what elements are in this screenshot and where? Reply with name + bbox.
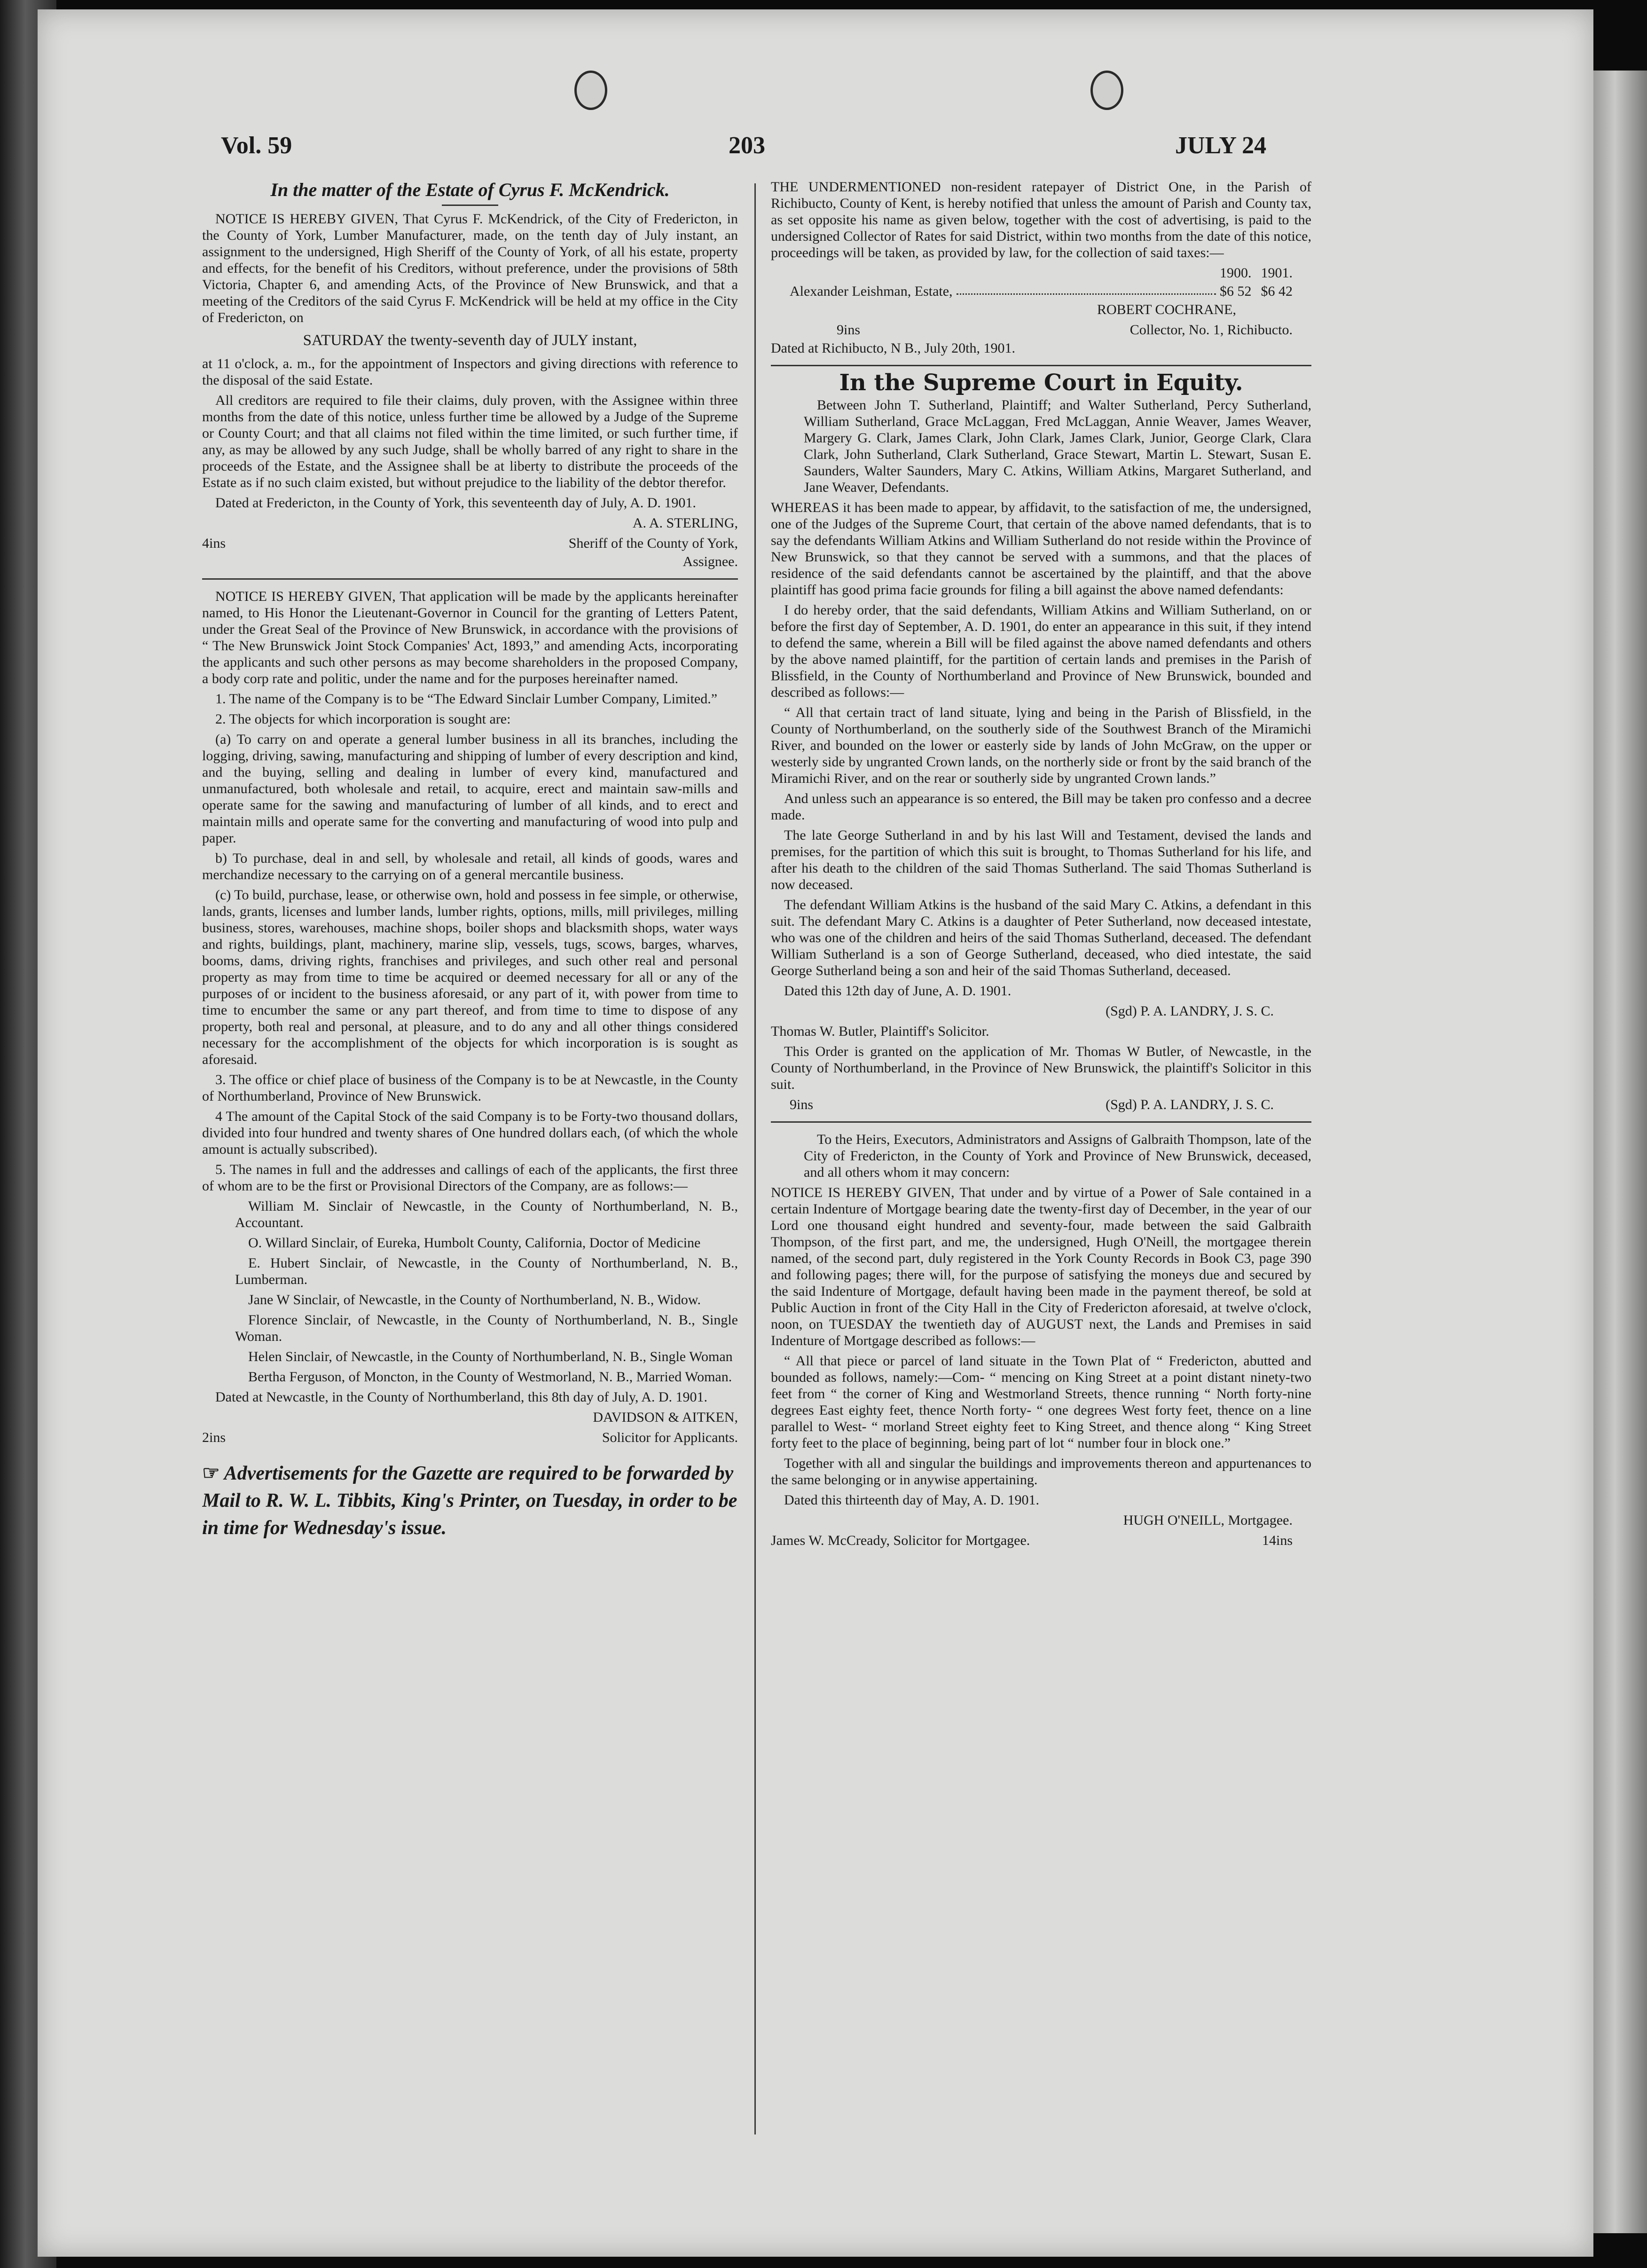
mortgage-dated: Dated this thirteenth day of May, A. D. 1901. (784, 1492, 1039, 1508)
court-signature-row (771, 1096, 1311, 1113)
company-item-a: (a) To carry on and operate a general lumber business in all its branches, including the logging, driving, sawing, manufacturing and shipping of lumber of every description and kind, and the buying, selling and dealing in lumber of every kind, manufactured and unmanufactured, both wholesale and retail, to acquire, erect and maintain saw-mills and operate same for the sawing and manufacturing of lumber of all kinds, and to erect and maintain mills and operate same for the converting and manufacturing of wood into pulp and paper. (202, 732, 738, 846)
advertisement-notice (202, 1460, 738, 1542)
applicant-entry: E. Hubert Sinclair, of Newcastle, in the County of Northumberland, N. B., Lumberman. (235, 1255, 738, 1287)
company-item-c: (c) To build, purchase, lease, or otherwise own, hold and possess in fee simple, or otherwise, lands, grants, licenses and lumber lands, lumber rights, options, mills, mill privileges, milling business, stores, warehouses, machine shops, boiler shops and blacksmith shops, water ways and rights, buildings, plant, machinery, marine slip, vessels, tugs, scows, barges, wharves, booms, dams, driving rights, franchises and privileges, and such other real and personal property as may from time to time be acquired or deemed necessary for all or any of the purposes of or incident to the business aforesaid, or any part of it, with power from time to time to encumber the same or any part thereof, and from time to time to dispose of any property, both real and personal, at pleasure, and to do any and all other things considered necessary for the accomplishment of the objects for which incorporation is is sought as aforesaid. (202, 887, 738, 1067)
pointing-hand-icon: ☞ (202, 1463, 220, 1484)
court-solicitor: Thomas W. Butler, Plaintiff's Solicitor. (771, 1024, 989, 1039)
estate-purpose: at 11 o'clock, a. m., for the appointment of Inspectors and giving directions with reference to the disposal of the said Estate. (202, 356, 738, 388)
mortgage-notice-body: NOTICE IS HEREBY GIVEN, That under and by virtue of a Power of Sale contained in a certain Indenture of Mortgage bearing date the twenty-first day of December, in the year of our Lord one thousand eight hundred and seventy-four, made between the said Galbraith Thompson, of the first part, and me, the undersigned, Hugh O'Neill, the mortgagee therein named, of the second part, duly registered in the York County Records in Book C3, page 390 and following pages; there will, for the purpose of satisfying the moneys due and secured by the said Indenture of Mortgage, default having been made in the payment thereof, be sold at Public Auction in front of the City Hall in the City of Fredericton aforesaid, at twelve o'clock, noon, on TUESDAY the twentieth day of AUGUST next, the Lands and Premises in said Indenture of Mortgage described as follows:— (771, 1185, 1311, 1348)
dot-leader (957, 283, 1216, 295)
column-divider (754, 183, 756, 2134)
tax-amount-1901: $6 42 (1261, 284, 1293, 299)
right-column (771, 179, 1311, 2200)
estate-notice (202, 181, 738, 570)
company-item-3: 3. The office or chief place of business of the Company is to be at Newcastle, in the County of Northumberland, Province of New Brunswick. (202, 1072, 738, 1104)
applicant-entry: Florence Sinclair, of Newcastle, in the County of Northumberland, N. B., Single Woman. (235, 1312, 738, 1344)
page-header (165, 127, 1293, 174)
company-item-2: 2. The objects for which incorporation is sought are: (215, 711, 511, 727)
page-edge-right (1593, 71, 1647, 2233)
court-late: The late George Sutherland in and by his last Will and Testament, devised the lands and premises, for the partition of which this suit is brought, to Thomas Sutherland for his life, and after his death to the children of the said Thomas Sutherland. The said Thomas Sutherland is now deceased. (771, 827, 1311, 892)
mortgage-to: To the Heirs, Executors, Administrators and Assigns of Galbraith Thompson, late of the City of Fredericton, in the County of York and Province of New Brunswick, deceased, and all others whom it may concern: (804, 1132, 1311, 1180)
company-ins: 2ins (202, 1430, 226, 1445)
court-dated: Dated this 12th day of June, A. D. 1901. (784, 983, 1012, 999)
mortgage-signature: HUGH O'NEILL, Mortgagee. (1123, 1512, 1293, 1528)
ratepayer-signature-name: ROBERT COCHRANE, (1097, 302, 1236, 317)
ratepayer-row (771, 283, 1311, 299)
court-defendant: The defendant William Atkins is the husband of the said Mary C. Atkins, a defendant in this suit. The defendant Mary C. Atkins is a daughter of Peter Sutherland, now deceased intestate, who was one of the children and heirs of the said Thomas Sutherland, deceased. The defendant William Sutherland is a son of George Sutherland, deceased, who died intestate, the said George Sutherland being a son and heir of the said Thomas Sutherland, deceased. (771, 897, 1311, 978)
estate-dated: Dated at Fredericton, in the County of York, this seventeenth day of July, A. D. 1901. (215, 495, 696, 511)
advertisement-text: Advertisements for the Gazette are required to be forwarded by Mail to R. W. L. Tibbits, King's Printer, on Tuesday, in order to be in time for Wednesday's issue. (202, 1463, 737, 1539)
court-tract: “ All that certain tract of land situate, lying and being in the Parish of Blissfield, in the County of Northumberland, on the southerly side of the Southwest Branch of the Miramichi River, and bounded on the lower or easterly side by lands of John McGraw, on the upper or westerly side by ungranted Crown lands, on the northerly side or front by the said branch of the Miramichi River, and on the rear or southerly side by ungranted Crown lands.” (771, 705, 1311, 786)
estate-signature-name: A. A. STERLING, (632, 515, 738, 531)
short-rule (442, 205, 498, 206)
court-signed: (Sgd) P. A. LANDRY, J. S. C. (1106, 1003, 1274, 1019)
section-rule (771, 1121, 1311, 1123)
estate-claims: All creditors are required to file their claims, duly proven, with the Assignee within three months from the date of this notice, unless further time be allowed by a Judge of the Supreme or County Court; and that all claims not filed within the time limited, or such further time, if any, as may be allowed by any such Judge, shall be wholly barred of any right to share in the proceeds of the Estate, and the Assignee shall be at liberty to distribute the proceeds of the Estate as if no such claim existed, but without prejudice to the liability of the debtor therefor. (202, 393, 738, 490)
company-item-b: b) To purchase, deal in and sell, by wholesale and retail, all kinds of goods, wares and merchandize necessary to the carrying on of a general mercantile business. (202, 850, 738, 882)
section-rule (202, 578, 738, 580)
applicant-entry: William M. Sinclair of Newcastle, in the County of Northumberland, N. B., Accountant. (235, 1198, 738, 1230)
mortgage-ins: 14ins (1262, 1533, 1293, 1548)
company-dated: Dated at Newcastle, in the County of Northumberland, this 8th day of July, A. D. 1901. (215, 1389, 708, 1405)
section-rule (771, 365, 1311, 366)
company-signature-row (202, 1429, 738, 1446)
estate-body: NOTICE IS HEREBY GIVEN, That Cyrus F. McKendrick, of the City of Fredericton, in the County of York, Lumber Manufacturer, made, on the tenth day of July instant, an assignment to the undersigned, High Sheriff of the County of York, of all his estate, property and effects, for the benefit of his Creditors, without preference, under the provisions of 58th Victoria, Chapter 6, and amending Acts, of the Province of New Brunswick, and that a meeting of the Creditors of the said Cyrus F. McKendrick will be held at my office in the City of Fredericton, on (202, 211, 738, 325)
mortgage-together: Together with all and singular the buildings and improvements thereon and appurtenances to the same belonging or in anywise appertaining. (771, 1456, 1311, 1488)
court-parties: Between John T. Sutherland, Plaintiff; and Walter Sutherland, Percy Sutherland, William Sutherland, Grace McLaggan, Fred McLaggan, Annie Weaver, James Weaver, Margery G. Clark, James Clark, John Clark, James Clark, Junior, George Clark, Clara Clark, John Sutherland, Clark Sutherland, Grace Stewart, Martin L. Stewart, Susan E. Saunders, Walter Saunders, Mary C. Atkins, William Atkins, Margaret Sutherland, and Jane Weaver, Defendants. (804, 397, 1311, 495)
issue-date: JULY 24 (1175, 132, 1267, 159)
ratepayer-ins: 9ins (837, 322, 861, 338)
ratepayer-signature-title: Collector, No. 1, Richibucto. (1129, 322, 1293, 338)
tax-year-headers (771, 265, 1311, 281)
applicant-entry: Bertha Ferguson, of Moncton, in the County of Westmorland, N. B., Married Woman. (248, 1369, 732, 1385)
mortgage-solicitor-row (771, 1532, 1311, 1549)
tax-amount-1900: $6 52 (1220, 284, 1252, 299)
applicant-entry: O. Willard Sinclair, of Eureka, Humbolt County, California, Doctor of Medicine (248, 1235, 701, 1251)
punch-hole-left (574, 71, 607, 110)
company-item-5: 5. The names in full and the addresses and callings of each of the applicants, the first three of whom are to be the first or Provisional Directors of the Company, are as follows:— (202, 1162, 738, 1194)
estate-signature-role: Assignee. (682, 554, 738, 569)
volume-label: Vol. 59 (221, 132, 292, 159)
estate-signature-row (202, 535, 738, 551)
court-order: I do hereby order, that the said defendants, William Atkins and William Sutherland, on or before the first day of September, A. D. 1901, do enter an appearance in this suit, if they intend to defend the same, wherein a Bill will be filed against the above named defendants and others by the above named plaintiff, for the partition of certain lands and premises in the Parish of Blissfield, in the County of Northumberland and Province of New Brunswick, bounded and described as follows:— (771, 602, 1311, 700)
court-notice (771, 370, 1311, 1113)
company-item-4: 4 The amount of the Capital Stock of the said Company is to be Forty-two thousand dollars, divided into four hundred and twenty shares of One hundred dollars each, (of which the whole amount is actually subscribed). (202, 1109, 738, 1157)
applicant-entry: Helen Sinclair, of Newcastle, in the County of Northumberland, N. B., Single Woman (248, 1349, 733, 1364)
estate-title: In the matter of the Estate of Cyrus F. McKendrick. (270, 179, 670, 200)
company-signature-name: DAVIDSON & AITKEN, (593, 1410, 738, 1425)
company-item-1: 1. The name of the Company is to be “The Edward Sinclair Lumber Company, Limited.” (215, 691, 718, 707)
ratepayer-dated: Dated at Richibucto, N B., July 20th, 1901. (771, 340, 1015, 356)
company-notice (202, 588, 738, 1446)
court-ins: 9ins (790, 1097, 814, 1112)
estate-meeting-line: SATURDAY the twenty-seventh day of JULY instant, (303, 332, 637, 349)
company-signature-title: Solicitor for Applicants. (602, 1430, 738, 1445)
ratepayer-name: Alexander Leishman, Estate, (790, 284, 953, 299)
court-signed-2: (Sgd) P. A. LANDRY, J. S. C. (1106, 1097, 1274, 1112)
left-column (202, 179, 738, 2200)
tax-year-1900: 1900. (1220, 265, 1252, 281)
tax-year-1901: 1901. (1261, 265, 1293, 281)
estate-ins: 4ins (202, 536, 226, 551)
ratepayer-signature-row (771, 322, 1311, 338)
estate-signature-title: Sheriff of the County of York, (568, 536, 738, 551)
applicant-entry: Jane W Sinclair, of Newcastle, in the County of Northumberland, N. B., Widow. (248, 1292, 701, 1307)
punch-hole-right (1090, 71, 1123, 110)
court-unless: And unless such an appearance is so entered, the Bill may be taken pro confesso and a decree made. (771, 791, 1311, 823)
mortgage-notice (771, 1131, 1311, 1549)
page-number: 203 (729, 132, 765, 159)
ratepayer-notice (771, 179, 1311, 356)
mortgage-parcel: “ All that piece or parcel of land situate in the Town Plat of “ Fredericton, abutted and bounded as follows, namely:—Com- “ mencing on King Street at a point distant ninety-two feet from “ the corner of King and Westmorland Streets, thence running “ North forty-nine degrees East eighty feet, thence North forty- “ one degrees West forty feet, thence on a line parallel to West- “ morland Street eighty feet to King Street, and thence along “ King Street forty feet to the place of beginning, being part of lot “ number four in block one.” (771, 1353, 1311, 1451)
ratepayer-body: THE UNDERMENTIONED non-resident ratepayer of District One, in the Parish of Richibucto, County of Kent, is hereby notified that unless the amount of Parish and County tax, as set opposite his name as given below, together with the cost of advertising, is paid to the undersigned Collector of Rates for said District, within two months from the date of this notice, proceedings will be taken, as provided by law, for the collection of said taxes:— (771, 179, 1311, 260)
company-intro: NOTICE IS HEREBY GIVEN, That application will be made by the applicants hereinafter named, to His Honor the Lieutenant-Governor in Council for the granting of Letters Patent, under the Great Seal of the Province of New Brunswick, in accordance with the provisions of “ The New Brunswick Joint Stock Companies' Act, 1893,” and amending Acts, incorporating the applicants and such other persons as may become shareholders in the proposed Company, a body corp rate and politic, under the name and for the purposes hereinafter named. (202, 589, 738, 686)
court-title: In the Supreme Court in Equity. (839, 370, 1243, 396)
mortgage-solicitor: James W. McCready, Solicitor for Mortgagee. (771, 1533, 1030, 1548)
court-whereas: WHEREAS it has been made to appear, by affidavit, to the satisfaction of me, the undersigned, one of the Judges of the Supreme Court, that certain of the above named defendants, that is to say the defendants William Atkins and William Sutherland do not reside within the Province of New Brunswick, so that they cannot be served with a summons, and that the places of residence of the said defendants cannot be ascertained by the plaintiff, and that the above plaintiff has good prima facie grounds for filing a bill against the above named defendants: (771, 500, 1311, 598)
court-granted: This Order is granted on the application of Mr. Thomas W Butler, of Newcastle, in the County of Northumberland, in the Province of New Brunswick, the plaintiff's Solicitor in this suit. (771, 1044, 1311, 1092)
